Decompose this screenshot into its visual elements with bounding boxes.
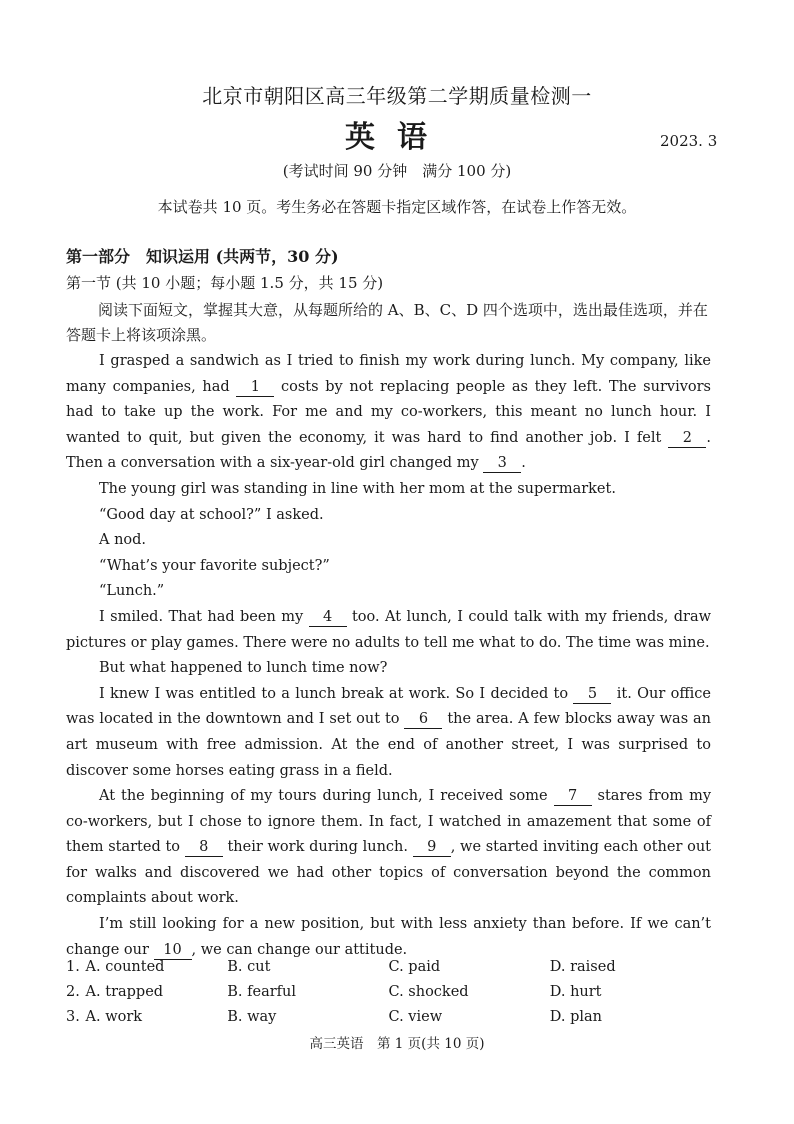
subject-title: 英语	[345, 120, 449, 155]
option-a: A. work	[85, 1008, 143, 1025]
option-b: B. fearful	[227, 983, 296, 1000]
blank: 9	[413, 839, 451, 857]
option-c: C. shocked	[388, 983, 469, 1000]
blank: 6	[404, 711, 442, 729]
paragraph: The young girl was standing in line with her mom at the supermarket.	[99, 480, 616, 497]
question-options-row	[66, 1004, 711, 1029]
paragraph: But what happened to lunch time now?	[99, 660, 388, 677]
question-options-row	[66, 979, 711, 1004]
blank: 2	[668, 430, 706, 448]
blank: 10	[154, 942, 192, 960]
option-b: B. way	[227, 1008, 277, 1025]
directions: 阅读下面短文，掌握其大意，从每题所给的 A、B、C、D 四个选项中，选出最佳选项，并在答题卡上将该项涂黑。	[66, 301, 708, 344]
blank: 1	[236, 379, 274, 397]
option-d: D. raised	[549, 958, 616, 975]
exam-notice: 本试卷共 10 页。考生务必在答题卡指定区域作答，在试卷上作答无效。	[157, 198, 637, 216]
option-a: A. trapped	[85, 983, 164, 1000]
paragraph: “Good day at school?” I asked.	[99, 506, 324, 523]
question-options-row	[66, 954, 711, 979]
paragraph: “Lunch.”	[99, 583, 165, 600]
blank: 4	[309, 609, 347, 627]
option-a: A. counted	[85, 958, 165, 975]
question-number: 1.	[66, 958, 80, 975]
exam-title: 北京市朝阳区高三年级第二学期质量检测一	[202, 84, 592, 108]
question-number: 2.	[66, 983, 80, 1000]
paragraph: I’m still looking for a new position, but with less anxiety than before. If we can’t change our 10 , we can change our attitude.	[66, 916, 711, 958]
blank: 5	[573, 686, 611, 704]
option-d: D. hurt	[549, 983, 602, 1000]
part-heading: 第一部分 知识运用 (共两节，30 分)	[66, 247, 339, 266]
section-heading: 第一节 (共 10 小题；每小题 1.5 分，共 15 分)	[66, 274, 384, 292]
paragraph: I smiled. That had been my 4 too. At lunch, I could talk with my friends, draw pictures or play games. There were no adults to tell me what to do. The time was mine.	[66, 608, 711, 651]
option-d: D. plan	[549, 1008, 602, 1025]
blank: 8	[185, 839, 223, 857]
cloze-passage	[66, 349, 711, 963]
paragraph: I grasped a sandwich as I tried to finish my work during lunch. My company, like many companies, had 1 costs by not replacing people as they left. The survivors had to take up the work. For me and my co-workers, this meant no lunch hour. I wanted to quit, but given the economy, it was hard to find another job. I felt 2 . Then a conversation with a six-year-old girl changed my 3 .	[66, 353, 712, 472]
answer-options	[66, 954, 711, 1029]
paragraph: At the beginning of my tours during lunch, I received some 7 stares from my co-workers, but I chose to ignore them. In fact, I watched in amazement that some of them started to 8 their work during lunch. 9 , we started inviting each other out for walks and discovered we had other topics of conversation beyond the common complaints about work.	[66, 788, 712, 907]
paragraph: A nod.	[99, 532, 147, 549]
paragraph: I knew I was entitled to a lunch break at work. So I decided to 5 it. Our office was located in the downtown and I set out to 6 the area. A few blocks away was an art museum with free admission. At the end of another street, I was surprised to discover some horses eating grass in a field.	[66, 685, 712, 779]
option-c: C. view	[388, 1008, 443, 1025]
paragraph: “What’s your favorite subject?”	[99, 557, 330, 574]
exam-date: 2023. 3	[660, 132, 718, 150]
page-footer: 高三英语 第 1 页(共 10 页)	[309, 1036, 485, 1052]
blank: 3	[483, 455, 521, 473]
option-c: C. paid	[388, 958, 441, 975]
option-b: B. cut	[227, 958, 271, 975]
question-number: 3.	[66, 1008, 80, 1025]
exam-duration: (考试时间 90 分钟 满分 100 分)	[282, 162, 512, 180]
blank: 7	[554, 788, 592, 806]
